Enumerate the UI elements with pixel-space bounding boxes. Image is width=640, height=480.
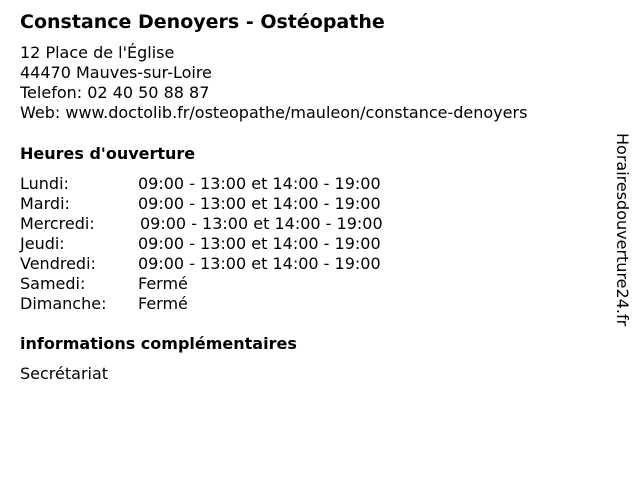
hours-time: 09:00 - 13:00 et 14:00 - 19:00 [138, 254, 381, 273]
contact-block [20, 43, 527, 123]
hours-time: 09:00 - 13:00 et 14:00 - 19:00 [140, 214, 383, 233]
hours-row-friday [20, 254, 440, 274]
hours-day: Dimanche: [20, 294, 107, 313]
business-title: Constance Denoyers - Ostéopathe [20, 11, 385, 33]
phone-number: Telefon: 02 40 50 88 87 [20, 83, 210, 102]
website-url: Web: www.doctolib.fr/osteopathe/mauleon/constance-denoyers [20, 103, 528, 122]
additional-info-text: Secrétariat [20, 364, 109, 383]
hours-row-wednesday [20, 214, 440, 234]
hours-row-saturday [20, 274, 440, 294]
hours-time: 09:00 - 13:00 et 14:00 - 19:00 [138, 174, 381, 193]
opening-hours-table [20, 174, 440, 314]
additional-info-heading: informations complémentaires [20, 334, 297, 353]
hours-row-thursday [20, 234, 440, 254]
hours-row-tuesday [20, 194, 440, 214]
hours-day: Vendredi: [20, 254, 96, 273]
hours-time: Fermé [138, 274, 188, 293]
address-city: 44470 Mauves-sur-Loire [20, 63, 212, 82]
hours-day: Lundi: [20, 174, 69, 193]
hours-day: Samedi: [20, 274, 86, 293]
hours-time: 09:00 - 13:00 et 14:00 - 19:00 [138, 194, 381, 213]
opening-hours-heading: Heures d'ouverture [20, 144, 196, 163]
hours-row-monday [20, 174, 440, 194]
hours-day: Jeudi: [20, 234, 65, 253]
hours-time: Fermé [138, 294, 188, 313]
hours-time: 09:00 - 13:00 et 14:00 - 19:00 [138, 234, 381, 253]
hours-day: Mercredi: [20, 214, 95, 233]
site-watermark: Horairesdouverture24.fr [613, 133, 632, 327]
hours-day: Mardi: [20, 194, 70, 213]
hours-row-sunday [20, 294, 440, 314]
address-street: 12 Place de l'Église [20, 43, 175, 62]
